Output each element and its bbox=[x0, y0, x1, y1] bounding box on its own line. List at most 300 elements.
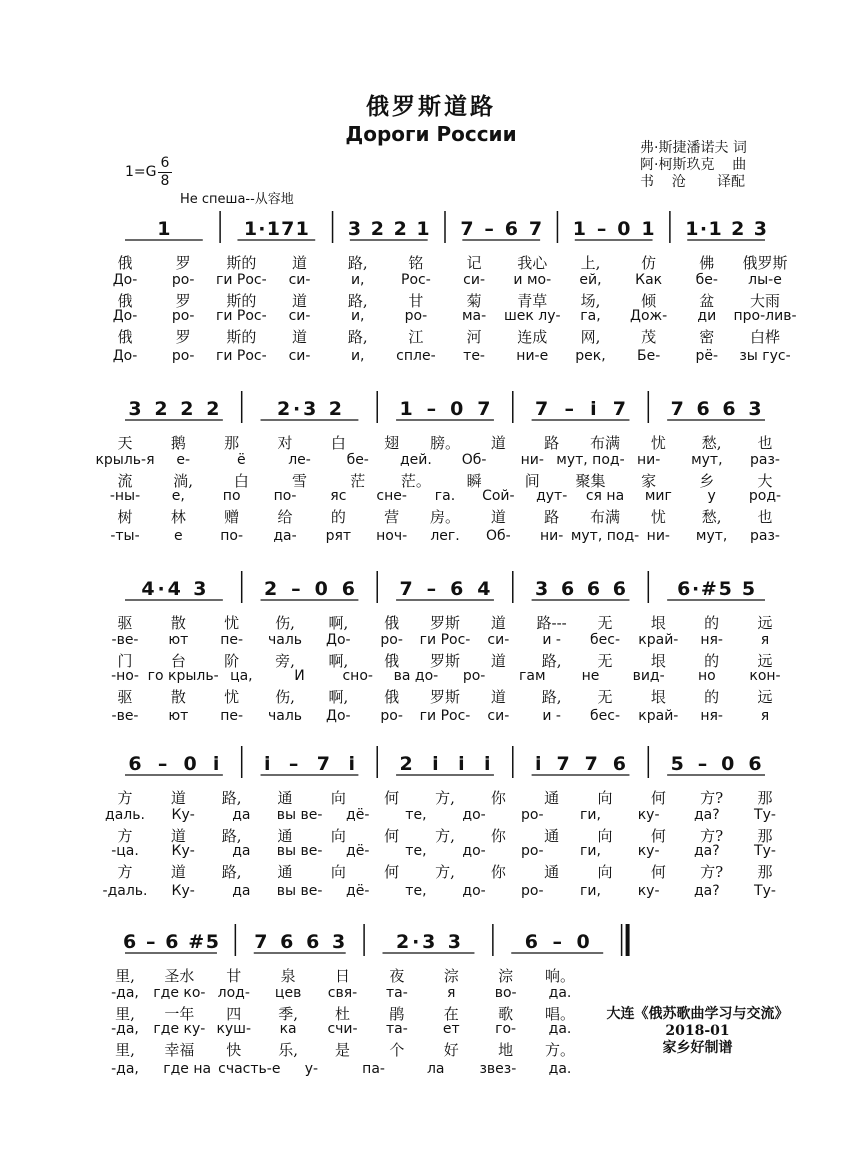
lyric-syllable: бес- bbox=[590, 708, 620, 724]
lyric-syllable: 流 bbox=[117, 472, 133, 490]
lyric-syllable: 无 bbox=[597, 688, 613, 706]
lyric-syllable: -ца. bbox=[111, 843, 139, 859]
lyric-syllable: 罗 bbox=[175, 254, 191, 272]
lyric-syllable: 垠 bbox=[650, 688, 666, 706]
lyric-syllable: ро- bbox=[521, 883, 544, 899]
note-group: 4·4 3 bbox=[141, 578, 207, 600]
note-group: 1 bbox=[157, 218, 171, 240]
lyric-syllable: 道 bbox=[490, 508, 506, 526]
lyric-syllable: сно- bbox=[342, 668, 373, 684]
lyric-syllable: 也 bbox=[757, 434, 773, 452]
lyric-syllable: свя- bbox=[327, 985, 358, 1001]
lyric-syllable: 忧 bbox=[224, 688, 240, 706]
lyric-syllable: 方, bbox=[435, 789, 455, 807]
lyric-syllable: и - bbox=[542, 632, 561, 648]
lyric-syllable: та- bbox=[385, 985, 408, 1001]
composer-credit: 阿·柯斯玖克 曲 bbox=[640, 157, 747, 173]
lyric-syllable: ро- bbox=[521, 843, 544, 859]
lyric-syllable: -да, bbox=[111, 1021, 139, 1037]
time-signature bbox=[158, 155, 172, 190]
lyric-syllable: ку- bbox=[637, 883, 660, 899]
lyric-syllable: 道 bbox=[292, 292, 308, 310]
lyric-syllable: даль. bbox=[105, 807, 145, 823]
lyric-syllable: ноч- bbox=[376, 528, 408, 544]
lyric-syllable: лег. bbox=[430, 528, 460, 544]
lyric-syllable: Бе- bbox=[636, 348, 661, 364]
lyric-syllable: До- bbox=[112, 308, 138, 324]
lyric-syllable: До- bbox=[326, 632, 351, 648]
lyric-syllable: си- bbox=[463, 272, 486, 288]
lyric-syllable: -ве- bbox=[111, 708, 139, 724]
score-system bbox=[0, 740, 862, 900]
lyric-syllable: ги, bbox=[580, 807, 601, 823]
lyric-syllable: ку- bbox=[637, 843, 660, 859]
lyric-syllable: да bbox=[232, 883, 251, 899]
lyric-syllable: 方 bbox=[117, 863, 133, 881]
lyric-syllable: И bbox=[294, 668, 305, 684]
lyric-syllable: ро- bbox=[171, 272, 195, 288]
lyric-syllable: 向 bbox=[330, 789, 346, 807]
lyric-syllable: где ко- bbox=[153, 985, 206, 1001]
lyric-row-russian bbox=[0, 452, 862, 470]
lyric-syllable: 翅 bbox=[384, 434, 400, 452]
lyric-syllable: 道 bbox=[170, 863, 186, 881]
lyric-syllable: ца, bbox=[230, 668, 253, 684]
note-group: 7 6 6 3 bbox=[254, 931, 346, 953]
lyric-syllable: 路, bbox=[541, 688, 562, 706]
lyric-syllable: Сой- bbox=[482, 488, 515, 504]
lyric-syllable: 甘 bbox=[408, 292, 424, 310]
notes-row bbox=[0, 565, 862, 605]
notes-row bbox=[0, 740, 862, 780]
lyric-syllable: 聚集 bbox=[575, 472, 606, 490]
lyric-syllable: 房。 bbox=[429, 508, 461, 526]
lyric-syllable: но bbox=[697, 668, 716, 684]
lyric-syllable: по- bbox=[273, 488, 297, 504]
publisher-name: 大连《俄苏歌曲学习与交流》 bbox=[606, 1006, 789, 1022]
lyric-syllable: ня- bbox=[700, 632, 723, 648]
lyric-syllable: си- bbox=[487, 632, 510, 648]
song-title-russian: Дороги России bbox=[345, 122, 517, 146]
lyric-syllable: га. bbox=[434, 488, 456, 504]
lyric-row-russian bbox=[0, 272, 862, 290]
lyric-syllable: 幸福 bbox=[164, 1041, 195, 1059]
lyric-syllable: 茫。 bbox=[400, 472, 431, 490]
lyric-syllable: 布满 bbox=[589, 508, 621, 526]
lyric-syllable: 给 bbox=[277, 508, 293, 526]
lyric-syllable: ро- bbox=[521, 807, 544, 823]
lyric-syllable: мут, под- bbox=[556, 452, 625, 468]
lyric-row-chinese bbox=[0, 612, 862, 630]
lyric-syllable: ся на bbox=[585, 488, 625, 504]
lyric-syllable: 营 bbox=[384, 508, 400, 526]
lyric-syllable: 道 bbox=[170, 827, 186, 845]
lyric-syllable: 路, bbox=[221, 789, 242, 807]
lyric-syllable: 白 bbox=[233, 472, 249, 490]
lyric-row-russian bbox=[0, 348, 862, 366]
lyric-syllable: ют bbox=[168, 632, 189, 648]
lyric-syllable: вид- bbox=[632, 668, 665, 684]
lyric-syllable: цев bbox=[274, 985, 302, 1001]
lyric-row-chinese bbox=[0, 686, 862, 704]
lyric-syllable: 一年 bbox=[164, 1005, 195, 1023]
lyric-syllable: 那 bbox=[224, 434, 240, 452]
lyric-syllable: 仿 bbox=[641, 254, 657, 272]
lyric-syllable: ни- bbox=[636, 452, 661, 468]
lyric-syllable: я bbox=[760, 632, 770, 648]
lyric-syllable: 无 bbox=[597, 614, 613, 632]
lyric-syllable: 斯的 bbox=[226, 254, 257, 272]
lyric-syllable: во- bbox=[494, 985, 517, 1001]
lyric-syllable: До- bbox=[326, 708, 351, 724]
lyric-row-russian bbox=[0, 843, 862, 861]
lyric-syllable: 四 bbox=[226, 1005, 242, 1023]
lyric-syllable: 对 bbox=[277, 434, 293, 452]
lyric-syllable: 道 bbox=[490, 652, 506, 670]
lyric-syllable: 里, bbox=[115, 967, 135, 985]
lyric-syllable: 好 bbox=[443, 1041, 459, 1059]
lyric-syllable: 杜 bbox=[334, 1005, 351, 1023]
lyric-syllable: 你 bbox=[490, 827, 506, 845]
tempo-marking: Не спеша--从容地 bbox=[180, 192, 294, 207]
lyric-syllable: счи- bbox=[327, 1021, 358, 1037]
lyric-syllable: 通 bbox=[544, 827, 560, 845]
note-group: 6 – 0 bbox=[524, 931, 590, 953]
lyric-syllable: 向 bbox=[330, 827, 346, 845]
lyric-syllable: 远 bbox=[757, 688, 773, 706]
lyric-syllable: 方, bbox=[435, 827, 455, 845]
lyric-syllable: по bbox=[222, 488, 241, 504]
lyric-row-russian bbox=[0, 985, 862, 1003]
lyric-syllable: 路, bbox=[541, 652, 562, 670]
lyric-syllable: 方 bbox=[117, 789, 133, 807]
lyric-syllable: 茂 bbox=[641, 328, 657, 346]
lyric-syllable: 河 bbox=[466, 328, 482, 346]
lyric-syllable: 那 bbox=[757, 827, 773, 845]
lyric-syllable: 何 bbox=[384, 827, 400, 845]
lyric-syllable: 乡 bbox=[699, 472, 715, 490]
lyric-syllable: 连成 bbox=[517, 328, 548, 346]
lyric-syllable: 通 bbox=[544, 863, 560, 881]
translator-credit: 书 沧 译配 bbox=[640, 174, 745, 190]
lyric-syllable: га, bbox=[580, 308, 601, 324]
lyric-syllable: гам bbox=[519, 668, 546, 684]
lyric-syllable: род- bbox=[748, 488, 782, 504]
lyric-syllable: раз- bbox=[750, 528, 780, 544]
lyric-syllable: -но- bbox=[111, 668, 139, 684]
lyric-syllable: 罗斯 bbox=[429, 688, 461, 706]
note-group: 3 2 2 2 bbox=[128, 398, 220, 420]
lyric-syllable: 何 bbox=[650, 863, 666, 881]
lyric-row-chinese bbox=[0, 825, 862, 843]
lyric-syllable: 倾 bbox=[641, 292, 657, 310]
lyric-syllable: 响。 bbox=[544, 967, 576, 985]
lyric-syllable: Как bbox=[635, 272, 663, 288]
key-signature: 1=G bbox=[125, 164, 157, 180]
lyric-syllable: мут, под- bbox=[570, 528, 640, 544]
lyric-syllable: и мо- bbox=[513, 272, 552, 288]
lyric-syllable: 向 bbox=[597, 827, 613, 845]
lyric-syllable: край- bbox=[638, 632, 679, 648]
lyric-syllable: куш- bbox=[216, 1021, 252, 1037]
lyric-syllable: мут, bbox=[691, 452, 723, 468]
lyric-syllable: звез- bbox=[479, 1061, 517, 1077]
lyric-syllable: Об- bbox=[485, 528, 511, 544]
lyric-row-chinese bbox=[0, 506, 862, 524]
note-group: 6·#5 5 bbox=[677, 578, 756, 600]
lyric-syllable: ги, bbox=[580, 883, 601, 899]
lyric-syllable: Ту- bbox=[754, 883, 776, 899]
lyric-syllable: 俄 bbox=[384, 652, 400, 670]
lyric-syllable: ку- bbox=[637, 807, 660, 823]
lyric-row-chinese bbox=[0, 470, 862, 488]
lyric-syllable: си- bbox=[288, 272, 311, 288]
lyric-syllable: 密 bbox=[699, 328, 715, 346]
note-group: 1·171 bbox=[243, 218, 309, 240]
lyric-syllable: До- bbox=[112, 348, 138, 364]
lyric-syllable: 唱。 bbox=[544, 1005, 576, 1023]
lyric-syllable: и, bbox=[350, 348, 365, 364]
lyric-syllable: 垠 bbox=[650, 614, 666, 632]
note-group: 2 – 0 6 bbox=[263, 578, 355, 600]
lyric-syllable: си- bbox=[487, 708, 510, 724]
lyric-syllable: ги Рос- bbox=[419, 708, 471, 724]
lyric-syllable: 里, bbox=[115, 1005, 135, 1023]
lyric-syllable: чаль bbox=[267, 632, 303, 648]
lyric-syllable: 通 bbox=[277, 789, 293, 807]
lyric-syllable: 斯的 bbox=[226, 328, 257, 346]
lyric-syllable: 方? bbox=[700, 827, 724, 845]
lyric-syllable: ва до- bbox=[393, 668, 439, 684]
lyric-syllable: 快 bbox=[226, 1041, 242, 1059]
lyric-syllable: До- bbox=[112, 272, 138, 288]
lyric-row-chinese bbox=[0, 787, 862, 805]
lyric-syllable: 白桦 bbox=[749, 328, 781, 346]
lyric-syllable: да. bbox=[548, 1021, 572, 1037]
lyric-syllable: я bbox=[447, 985, 456, 1001]
lyric-syllable: 向 bbox=[597, 789, 613, 807]
lyric-syllable: 菊 bbox=[466, 292, 482, 310]
lyric-syllable: ро- bbox=[171, 308, 195, 324]
lyric-syllable: 伤, bbox=[275, 614, 295, 632]
lyric-syllable: ги Рос- bbox=[216, 308, 267, 324]
lyric-syllable: Ту- bbox=[754, 807, 776, 823]
note-group: 2·3 3 bbox=[395, 931, 461, 953]
lyric-syllable: где на bbox=[163, 1061, 212, 1077]
lyric-syllable: дё- bbox=[346, 807, 370, 823]
lyric-syllable: те, bbox=[405, 883, 427, 899]
lyric-syllable: 方? bbox=[700, 863, 724, 881]
note-group: 1 – 0 7 bbox=[399, 398, 491, 420]
lyric-syllable: Об- bbox=[461, 452, 487, 468]
lyric-syllable: и, bbox=[350, 308, 365, 324]
lyric-syllable: 家 bbox=[641, 472, 657, 490]
lyric-syllable: 里, bbox=[115, 1041, 135, 1059]
lyric-syllable: 季, bbox=[278, 1005, 299, 1023]
lyric-syllable: 的 bbox=[704, 688, 720, 706]
lyric-syllable: ня- bbox=[700, 708, 723, 724]
lyric-syllable: 忧 bbox=[224, 614, 240, 632]
lyric-syllable: да? bbox=[693, 843, 720, 859]
credits-block bbox=[640, 140, 747, 191]
lyric-syllable: ни- bbox=[520, 452, 544, 468]
notes-row bbox=[0, 385, 862, 425]
publish-date: 2018-01 bbox=[665, 1023, 730, 1039]
lyric-syllable: 罗 bbox=[175, 328, 191, 346]
lyric-syllable: 瞬 bbox=[466, 472, 482, 490]
note-group: 5 – 0 6 bbox=[670, 753, 762, 775]
lyric-syllable: не bbox=[581, 668, 600, 684]
lyric-syllable: у bbox=[707, 488, 716, 504]
lyric-syllable: 道 bbox=[292, 328, 308, 346]
lyric-syllable: 俄 bbox=[117, 328, 133, 346]
lyric-syllable: 啊, bbox=[328, 614, 349, 632]
lyric-syllable: 泉 bbox=[280, 967, 296, 985]
note-group: 7 6 6 3 bbox=[670, 398, 762, 420]
lyric-syllable: 路 bbox=[544, 508, 560, 526]
lyric-syllable: 圣水 bbox=[164, 967, 195, 985]
lyric-syllable: миг bbox=[644, 488, 672, 504]
lyric-syllable: 赠 bbox=[224, 508, 240, 526]
lyric-syllable: 无 bbox=[597, 652, 613, 670]
lyric-row-chinese bbox=[0, 432, 862, 450]
lyric-syllable: 何 bbox=[384, 789, 400, 807]
lyric-syllable: зы гус- bbox=[739, 348, 791, 364]
lyric-syllable: 路, bbox=[221, 863, 242, 881]
lyric-syllable: 忧 bbox=[650, 434, 666, 452]
lyric-syllable: 地 bbox=[498, 1041, 514, 1059]
lyric-syllable: 江 bbox=[408, 328, 424, 346]
lyric-syllable: 向 bbox=[597, 863, 613, 881]
lyric-syllable: 道 bbox=[490, 614, 506, 632]
lyric-syllable: мут, bbox=[695, 528, 728, 544]
lyric-syllable: 台 bbox=[170, 652, 186, 670]
lyric-syllable: те, bbox=[405, 807, 427, 823]
lyric-syllable: шек лу- bbox=[503, 308, 561, 324]
lyric-syllable: 膀。 bbox=[429, 434, 461, 452]
lyric-syllable: ро- bbox=[462, 668, 486, 684]
meter-bottom: 8 bbox=[158, 172, 172, 190]
lyric-syllable: бе- bbox=[695, 272, 718, 288]
lyric-syllable: 淌, bbox=[173, 472, 194, 490]
score-system bbox=[0, 565, 862, 725]
lyric-syllable: е bbox=[174, 528, 183, 544]
lyric-syllable: 在 bbox=[443, 1005, 459, 1023]
note-group: 3 6 6 6 bbox=[535, 578, 627, 600]
lyric-syllable: Ку- bbox=[171, 807, 195, 823]
lyric-syllable: -да, bbox=[111, 985, 139, 1001]
lyric-row-russian bbox=[0, 807, 862, 825]
lyric-syllable: 阶 bbox=[224, 652, 240, 670]
lyric-syllable: 茫 bbox=[350, 472, 366, 490]
lyric-syllable: 你 bbox=[490, 789, 506, 807]
lyric-syllable: ги Рос- bbox=[216, 348, 267, 364]
lyric-syllable: 忧 bbox=[650, 508, 666, 526]
lyric-syllable: 鹃 bbox=[389, 1005, 405, 1023]
lyric-syllable: раз- bbox=[750, 452, 780, 468]
lyric-syllable: 网, bbox=[580, 328, 601, 346]
lyric-syllable: ка bbox=[279, 1021, 297, 1037]
lyric-syllable: до- bbox=[462, 807, 486, 823]
lyric-syllable: я bbox=[760, 708, 770, 724]
lyric-syllable: 林 bbox=[170, 508, 186, 526]
lyric-syllable: вы ве- bbox=[276, 807, 323, 823]
lyric-syllable: яс bbox=[330, 488, 347, 504]
lyric-syllable: дё- bbox=[346, 883, 370, 899]
lyric-syllable: 天 bbox=[117, 434, 133, 452]
lyric-syllable: 路--- bbox=[536, 614, 567, 632]
note-group: 7 – 6 4 bbox=[399, 578, 491, 600]
lyric-syllable: 间 bbox=[524, 472, 540, 490]
lyric-syllable: 伤, bbox=[275, 688, 295, 706]
lyric-syllable: Рос- bbox=[401, 272, 431, 288]
lyric-syllable: 垠 bbox=[650, 652, 666, 670]
lyric-syllable: 盆 bbox=[699, 292, 715, 310]
lyric-syllable: 何 bbox=[384, 863, 400, 881]
lyric-syllable: 罗斯 bbox=[429, 614, 461, 632]
lyric-syllable: си- bbox=[288, 308, 311, 324]
lyric-row-chinese bbox=[0, 861, 862, 879]
lyric-syllable: 远 bbox=[757, 614, 773, 632]
lyric-syllable: чаль bbox=[267, 708, 303, 724]
lyric-syllable: 甘 bbox=[226, 967, 242, 985]
lyric-syllable: ги Рос- bbox=[216, 272, 267, 288]
lyric-syllable: 我心 bbox=[517, 254, 548, 272]
lyric-row-russian bbox=[0, 1061, 862, 1079]
lyric-row-chinese bbox=[0, 326, 862, 344]
lyric-syllable: 斯的 bbox=[226, 292, 257, 310]
lyric-syllable: да? bbox=[693, 883, 720, 899]
lyric-syllable: 路, bbox=[347, 254, 368, 272]
lyric-syllable: бе- bbox=[346, 452, 369, 468]
lyric-syllable: Ту- bbox=[754, 843, 776, 859]
lyric-syllable: 青草 bbox=[517, 292, 548, 310]
lyric-syllable: 日 bbox=[334, 967, 351, 985]
lyric-syllable: 何 bbox=[650, 827, 666, 845]
lyric-syllable: 的 bbox=[704, 614, 720, 632]
lyric-syllable: 淙 bbox=[498, 967, 514, 985]
lyric-syllable: 道 bbox=[490, 688, 506, 706]
lyric-syllable: дей. bbox=[399, 452, 432, 468]
lyric-syllable: па- bbox=[362, 1061, 385, 1077]
lyric-syllable: ё bbox=[237, 452, 246, 468]
lyric-syllable: ро- bbox=[404, 308, 428, 324]
lyric-row-russian bbox=[0, 708, 862, 726]
lyric-syllable: 那 bbox=[757, 863, 773, 881]
lyric-syllable: 场, bbox=[580, 292, 601, 310]
lyric-syllable: ле- bbox=[288, 452, 311, 468]
lyric-syllable: дут- bbox=[536, 488, 568, 504]
lyric-syllable: рё- bbox=[695, 348, 719, 364]
lyric-syllable: рят bbox=[325, 528, 352, 544]
lyric-syllable: вы ве- bbox=[276, 843, 323, 859]
lyric-syllable: Дож- bbox=[630, 308, 668, 324]
lyric-syllable: 驱 bbox=[117, 688, 133, 706]
lyric-syllable: 布满 bbox=[589, 434, 621, 452]
note-group: 7 – 6 7 bbox=[460, 218, 543, 240]
note-group: 6 – 0 i bbox=[128, 753, 220, 775]
lyric-syllable: 何 bbox=[650, 789, 666, 807]
lyric-syllable: ла bbox=[426, 1061, 445, 1077]
lyric-syllable: 路, bbox=[347, 292, 368, 310]
lyric-row-chinese bbox=[0, 290, 862, 308]
lyric-syllable: 佛 bbox=[699, 254, 715, 272]
meter-top: 6 bbox=[160, 155, 170, 171]
lyric-syllable: 也 bbox=[757, 508, 773, 526]
note-group: 3 2 2 1 bbox=[347, 218, 430, 240]
lyric-syllable: -да, bbox=[111, 1061, 139, 1077]
lyric-syllable: 方 bbox=[117, 827, 133, 845]
